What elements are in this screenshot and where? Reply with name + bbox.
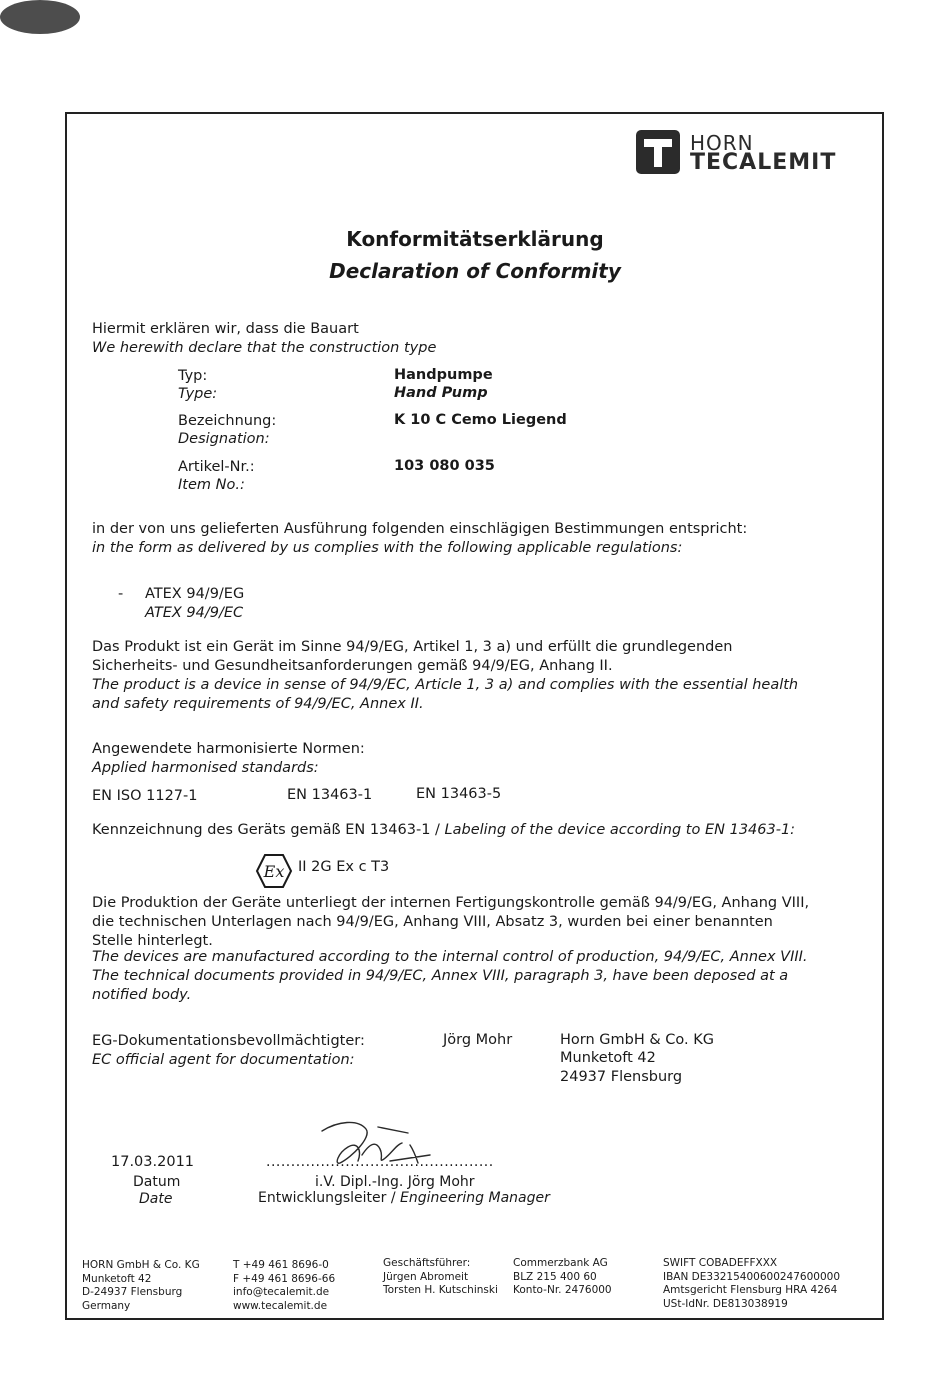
signer-role — [258, 1189, 550, 1208]
labeling-german: Kennzeichnung des Geräts gemäß EN 13463-1 / — [92, 822, 445, 838]
handwritten-signature — [318, 1115, 438, 1177]
logo-text-horn: HORN — [690, 131, 754, 155]
agent-label-english: EC official agent for documentation: — [92, 1052, 355, 1068]
footer-vat-id: USt-IdNr. DE813038919 — [663, 1297, 788, 1310]
footer-street: Munketoft 42 — [82, 1272, 152, 1285]
footer-email: info@tecalemit.de — [233, 1286, 330, 1298]
agent-label-german: EG-Dokumentationsbevollmächtigter: — [92, 1033, 365, 1049]
horn-tecalemit-logo-icon — [636, 130, 680, 174]
corner-oval-mark — [0, 0, 80, 34]
product-english-line-2: and safety requirements of 94/9/EC, Annex II. — [92, 696, 424, 712]
labeling-line — [92, 821, 795, 840]
production-english-line-1: The devices are manufactured according to the internal control of production, 94/9/EC, Annex VIII. — [92, 949, 808, 965]
standard-item: EN 13463-1 — [287, 787, 373, 803]
footer-account-number: Konto-Nr. 2476000 — [513, 1284, 612, 1296]
date-label-german: Datum — [133, 1174, 181, 1190]
title-german: Konformitätserklärung — [346, 227, 604, 251]
footer-bank-name: Commerzbank AG — [513, 1257, 608, 1269]
agent-street: Munketoft 42 — [560, 1050, 656, 1066]
field-type-value-en: Hand Pump — [394, 385, 488, 401]
footer-manager-name: Jürgen Abromeit — [383, 1270, 469, 1283]
logo-text-tecalemit: TECALEMIT — [690, 150, 837, 175]
regulation-german: ATEX 94/9/EG — [145, 586, 245, 602]
footer-company-column — [82, 1259, 200, 1313]
signer-name: i.V. Dipl.-Ing. Jörg Mohr — [315, 1174, 475, 1190]
footer-management-column — [383, 1257, 498, 1298]
field-type-value-de: Handpumpe — [394, 367, 493, 383]
footer-phone: T +49 461 8696-0 — [233, 1259, 329, 1271]
regulation-english: ATEX 94/9/EC — [145, 605, 244, 621]
footer-website: www.tecalemit.de — [233, 1299, 328, 1312]
footer-bank-code: BLZ 215 400 60 — [513, 1270, 597, 1283]
signer-role-english: Engineering Manager — [400, 1190, 550, 1206]
production-german-line-1: Die Produktion der Geräte unterliegt der internen Fertigungskontrolle gemäß 94/9/EG, Anhang VIII, — [92, 895, 810, 911]
signer-role-german: Entwicklungsleiter / — [258, 1190, 401, 1206]
product-german-line-1: Das Produkt ist ein Gerät im Sinne 94/9/EG, Artikel 1, 3 a) und erfüllt die grundlegenden — [92, 639, 733, 655]
footer-fax: F +49 461 8696-66 — [233, 1272, 336, 1285]
product-german-line-2: Sicherheits- und Gesundheitsanforderungen gemäß 94/9/EG, Anhang II. — [92, 658, 613, 674]
agent-company: Horn GmbH & Co. KG — [560, 1032, 714, 1048]
intro-german: Hiermit erklären wir, dass die Bauart — [92, 321, 359, 337]
field-designation-label-de: Bezeichnung: — [178, 413, 277, 429]
footer-registry-column — [663, 1257, 840, 1311]
agent-name: Jörg Mohr — [443, 1032, 513, 1048]
footer-court-registry: Amtsgericht Flensburg HRA 4264 — [663, 1284, 838, 1296]
product-english-line-1: The product is a device in sense of 94/9/EC, Article 1, 3 a) and complies with the essential health — [92, 677, 799, 693]
complies-german: in der von uns gelieferten Ausführung folgenden einschlägigen Bestimmungen entspricht: — [92, 521, 748, 537]
signature-dotted-line: .............................................. — [266, 1154, 494, 1170]
field-item-no-label-de: Artikel-Nr.: — [178, 459, 255, 475]
footer-city: D-24937 Flensburg — [82, 1286, 183, 1298]
footer-country: Germany — [82, 1299, 131, 1312]
field-type-label-en: Type: — [178, 386, 218, 402]
ex-hexagon-icon — [255, 852, 293, 890]
agent-city: 24937 Flensburg — [560, 1069, 683, 1085]
footer-contact-column — [233, 1259, 335, 1313]
standards-german: Angewendete harmonisierte Normen: — [92, 741, 365, 757]
ex-marking-code: II 2G Ex c T3 — [298, 859, 390, 875]
field-item-no-value: 103 080 035 — [394, 458, 495, 474]
footer-company-name: HORN GmbH & Co. KG — [82, 1259, 200, 1271]
signature-date: 17.03.2011 — [111, 1154, 195, 1170]
footer-management-label: Geschäftsführer: — [383, 1257, 471, 1269]
footer-iban: IBAN DE33215400600247600000 — [663, 1270, 841, 1283]
standards-english: Applied harmonised standards: — [92, 760, 319, 776]
production-german-line-2: die technischen Unterlagen nach 94/9/EG, Anhang VIII, Absatz 3, wurden bei einer benannten — [92, 914, 773, 930]
field-designation-label-en: Designation: — [178, 431, 270, 447]
declaration-frame — [65, 112, 884, 1320]
field-designation-value: K 10 C Cemo Liegend — [394, 412, 567, 428]
ex-symbol-text: Ex — [263, 862, 285, 881]
footer-manager-name: Torsten H. Kutschinski — [383, 1284, 498, 1296]
labeling-english: Labeling of the device according to EN 13463-1: — [444, 822, 796, 838]
date-label-english: Date — [139, 1191, 173, 1207]
footer-swift: SWIFT COBADEFFXXX — [663, 1257, 778, 1269]
regulation-bullet: - — [118, 586, 124, 602]
production-english-line-2: The technical documents provided in 94/9/EC, Annex VIII, paragraph 3, have been deposed at a — [92, 968, 789, 984]
footer-bank-column — [513, 1257, 612, 1298]
standard-item: EN ISO 1127-1 — [92, 788, 198, 804]
production-german-line-3: Stelle hinterlegt. — [92, 933, 213, 949]
intro-english: We herewith declare that the construction type — [92, 340, 437, 356]
complies-english: in the form as delivered by us complies with the following applicable regulations: — [92, 540, 683, 556]
title-english: Declaration of Conformity — [329, 259, 621, 283]
field-type-label-de: Typ: — [178, 368, 208, 384]
field-item-no-label-en: Item No.: — [178, 477, 245, 493]
standard-item: EN 13463-5 — [416, 786, 502, 802]
production-english-line-3: notified body. — [92, 987, 192, 1003]
